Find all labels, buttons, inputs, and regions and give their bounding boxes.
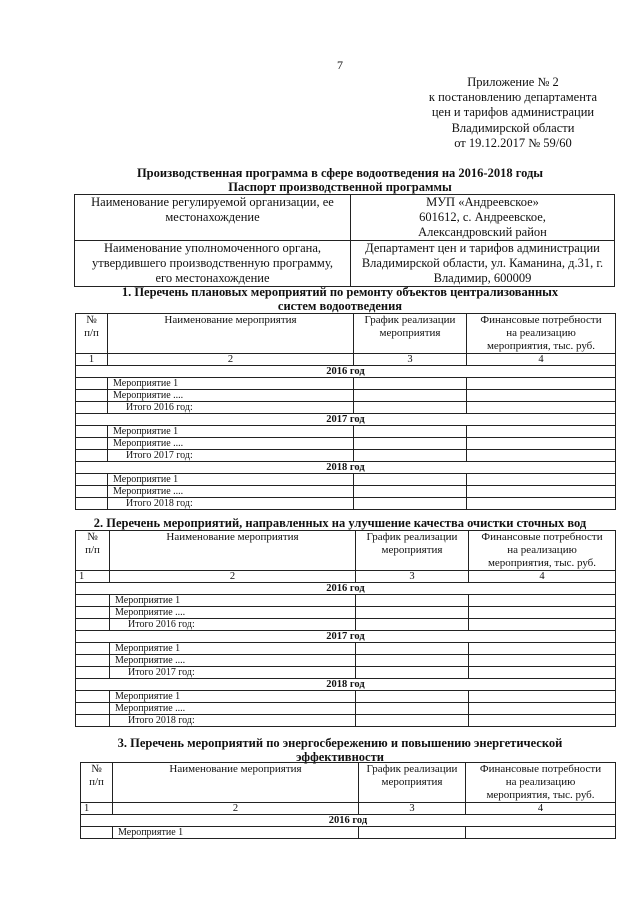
year-row: 2016 год (81, 815, 616, 827)
col-header-finance: Финансовые потребности на реализацию мероприятия, тыс. руб. (469, 531, 616, 571)
passport-value: МУП «Андреевское» 601612, с. Андреевское, Александровский район (351, 195, 615, 241)
table-header-row (76, 531, 616, 571)
column-number-row: 1 2 3 4 (76, 571, 616, 583)
col-header-number: № п/п (81, 763, 113, 803)
table-row: Мероприятие .... (76, 655, 616, 667)
col-header-name: Наименование мероприятия (113, 763, 359, 803)
appendix-reference (400, 75, 626, 151)
table-row: Мероприятие 1 (76, 426, 616, 438)
table-row: Мероприятие 1 (76, 595, 616, 607)
table-row: Мероприятие 1 (81, 827, 616, 839)
appendix-line: цен и тарифов администрации (431, 105, 595, 120)
passport-label: Наименование регулируемой организации, ее местонахождение (75, 195, 351, 241)
column-number-row: 1 2 3 4 (76, 354, 616, 366)
section-2-title: 2. Перечень мероприятий, направленных на улучшение качества очистки сточных вод (93, 516, 587, 530)
appendix-line: Приложение № 2 (467, 75, 559, 89)
total-row: Итого 2016 год: (76, 619, 616, 631)
passport-row-authority (75, 241, 615, 287)
section-3-title: 3. Перечень мероприятий по энергосбережению и повышению энергетической эффективности (117, 736, 563, 764)
total-row: Итого 2017 год: (76, 667, 616, 679)
total-row: Итого 2017 год: (76, 450, 616, 462)
column-number-row: 1 2 3 4 (81, 803, 616, 815)
total-row: Итого 2018 год: (76, 715, 616, 727)
passport-row-organization (75, 195, 615, 241)
table-header-row (81, 763, 616, 803)
passport-table (74, 194, 615, 287)
table-row: Мероприятие 1 (76, 378, 616, 390)
col-header-finance: Финансовые потребности на реализацию мероприятия, тыс. руб. (467, 314, 616, 354)
table-row: Мероприятие .... (76, 607, 616, 619)
section-2-table (75, 530, 616, 727)
year-row: 2016 год (76, 366, 616, 378)
table-header-row (76, 314, 616, 354)
year-row: 2018 год (76, 679, 616, 691)
table-row: Мероприятие .... (76, 390, 616, 402)
col-header-schedule: График реализации мероприятия (356, 531, 469, 571)
year-row: 2018 год (76, 462, 616, 474)
section-1-table (75, 313, 616, 510)
col-header-schedule: График реализации мероприятия (359, 763, 466, 803)
appendix-line: к постановлению департамента (428, 90, 598, 105)
year-row: 2017 год (76, 414, 616, 426)
year-row: 2017 год (76, 631, 616, 643)
page-number: 7 (337, 58, 343, 72)
table-row: Мероприятие 1 (76, 643, 616, 655)
col-header-number: № п/п (76, 314, 108, 354)
col-header-schedule: График реализации мероприятия (354, 314, 467, 354)
table-row: Мероприятие .... (76, 486, 616, 498)
col-header-finance: Финансовые потребности на реализацию мероприятия, тыс. руб. (466, 763, 616, 803)
passport-title: Паспорт производственной программы (228, 180, 452, 194)
table-row: Мероприятие 1 (76, 474, 616, 486)
col-header-number: № п/п (76, 531, 110, 571)
table-row: Мероприятие .... (76, 438, 616, 450)
year-row: 2016 год (76, 583, 616, 595)
section-1-title: 1. Перечень плановых мероприятий по ремонту объектов централизованных систем водоотведения (121, 285, 559, 313)
section-3-table (80, 762, 616, 839)
document-title: Производственная программа в сфере водоотведения на 2016-2018 годы (136, 166, 544, 180)
passport-label: Наименование уполномоченного органа, утвердившего производственную программу, его местонахождение (75, 241, 351, 287)
appendix-line: от 19.12.2017 № 59/60 (454, 135, 572, 150)
passport-value: Департамент цен и тарифов администрации Владимирской области, ул. Каманина, д.31, г. Владимир, 600009 (351, 241, 615, 287)
appendix-line: Владимирской области (451, 120, 575, 135)
total-row: Итого 2016 год: (76, 402, 616, 414)
table-row: Мероприятие .... (76, 703, 616, 715)
table-row: Мероприятие 1 (76, 691, 616, 703)
total-row: Итого 2018 год: (76, 498, 616, 510)
col-header-name: Наименование мероприятия (110, 531, 356, 571)
col-header-name: Наименование мероприятия (108, 314, 354, 354)
